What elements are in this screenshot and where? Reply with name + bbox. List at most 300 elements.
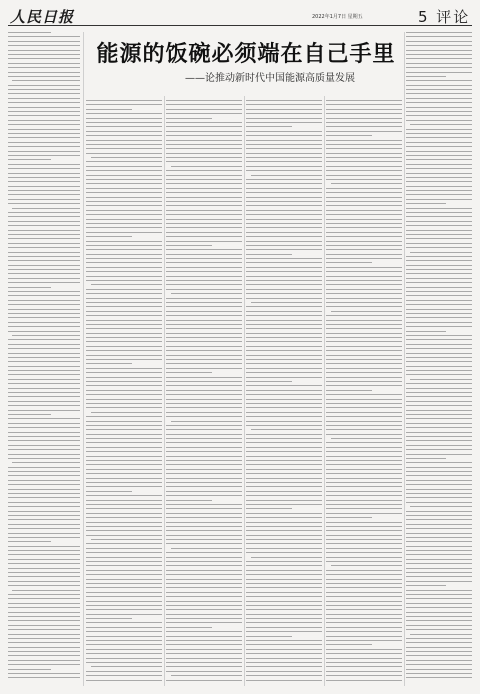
text-line xyxy=(246,447,322,448)
text-line xyxy=(86,579,162,580)
text-line xyxy=(246,306,322,307)
text-line xyxy=(406,190,472,191)
text-line xyxy=(166,333,242,334)
text-line xyxy=(166,565,242,566)
text-line xyxy=(326,381,402,382)
text-line xyxy=(86,469,162,470)
text-line xyxy=(166,232,242,233)
text-line xyxy=(8,458,80,459)
text-line xyxy=(326,434,402,435)
text-line xyxy=(166,583,242,584)
text-line xyxy=(406,260,472,261)
text-line xyxy=(326,561,402,562)
text-line xyxy=(326,166,402,167)
text-line xyxy=(8,655,80,656)
text-line xyxy=(326,197,402,198)
text-line xyxy=(86,201,162,202)
text-line xyxy=(8,607,80,608)
text-line xyxy=(166,614,242,615)
text-line xyxy=(406,300,472,301)
text-line xyxy=(86,565,162,566)
text-line xyxy=(8,225,80,226)
text-line xyxy=(406,458,446,459)
text-line xyxy=(246,609,322,610)
text-line xyxy=(326,513,402,514)
text-line xyxy=(8,581,80,582)
text-line xyxy=(326,341,402,342)
text-line xyxy=(246,548,322,549)
text-line xyxy=(246,144,322,145)
text-line xyxy=(166,324,242,325)
text-line xyxy=(246,526,322,527)
text-line xyxy=(86,390,162,391)
text-line xyxy=(246,372,322,373)
text-line xyxy=(86,153,162,154)
text-line xyxy=(166,320,242,321)
text-line xyxy=(406,309,472,310)
text-line xyxy=(326,504,402,505)
text-line xyxy=(406,89,472,90)
text-line xyxy=(246,223,322,224)
text-line xyxy=(86,131,162,132)
text-line xyxy=(166,543,242,544)
text-line xyxy=(166,381,242,382)
text-line xyxy=(406,462,472,463)
text-line xyxy=(86,320,162,321)
text-line xyxy=(406,480,472,481)
text-line xyxy=(406,467,472,468)
text-line xyxy=(86,183,162,184)
text-line xyxy=(8,304,80,305)
text-line xyxy=(166,390,242,391)
text-line xyxy=(406,120,472,121)
text-line xyxy=(166,175,242,176)
text-line xyxy=(406,335,472,336)
text-line xyxy=(326,399,402,400)
text-line xyxy=(86,118,162,119)
text-line xyxy=(166,368,242,369)
text-line xyxy=(246,482,322,483)
text-line xyxy=(406,612,472,613)
text-line xyxy=(406,41,472,42)
text-line xyxy=(166,210,242,211)
text-line xyxy=(8,471,80,472)
text-line xyxy=(8,361,80,362)
text-line xyxy=(8,533,80,534)
text-line xyxy=(8,216,80,217)
text-line xyxy=(406,660,472,661)
text-line xyxy=(246,153,322,154)
text-line xyxy=(86,508,162,509)
text-line xyxy=(246,140,322,141)
text-line xyxy=(86,631,162,632)
text-line xyxy=(406,282,472,283)
text-line xyxy=(166,636,242,637)
text-line xyxy=(246,438,322,439)
text-line xyxy=(8,370,80,371)
text-line xyxy=(326,622,402,623)
text-line xyxy=(406,98,472,99)
text-line xyxy=(406,339,472,340)
text-line xyxy=(406,405,472,406)
text-line xyxy=(166,372,212,373)
text-line xyxy=(326,522,402,523)
text-line xyxy=(246,148,322,149)
text-line xyxy=(8,396,80,397)
text-line xyxy=(86,601,162,602)
section-label: 5 评论 xyxy=(418,8,471,26)
text-line xyxy=(86,258,162,259)
text-line xyxy=(406,348,472,349)
text-line xyxy=(166,517,242,518)
text-line xyxy=(86,302,162,303)
text-line xyxy=(246,394,322,395)
text-line xyxy=(326,385,402,386)
text-line xyxy=(406,537,472,538)
text-line xyxy=(166,403,242,404)
text-line xyxy=(86,587,162,588)
text-line xyxy=(246,539,322,540)
text-line xyxy=(326,596,402,597)
text-line xyxy=(406,146,472,147)
text-line xyxy=(326,631,402,632)
text-line xyxy=(326,429,402,430)
text-line xyxy=(166,205,242,206)
text-line xyxy=(246,478,322,479)
text-line xyxy=(86,205,162,206)
text-line xyxy=(246,109,322,110)
text-line xyxy=(166,214,242,215)
text-column-5 xyxy=(326,100,402,686)
text-line xyxy=(246,574,322,575)
text-line xyxy=(8,120,80,121)
text-line xyxy=(86,618,132,619)
text-line xyxy=(166,658,242,659)
text-line xyxy=(86,548,162,549)
text-line xyxy=(326,469,402,470)
text-line xyxy=(326,302,402,303)
text-line xyxy=(8,252,80,253)
text-line xyxy=(86,535,162,536)
text-line xyxy=(86,425,162,426)
text-line xyxy=(326,543,402,544)
text-line xyxy=(8,133,80,134)
text-line xyxy=(326,592,402,593)
text-line xyxy=(8,366,80,367)
text-line xyxy=(326,486,402,487)
text-line xyxy=(166,478,242,479)
text-line xyxy=(326,355,402,356)
text-line xyxy=(246,157,322,158)
text-line xyxy=(326,135,372,136)
text-line xyxy=(86,113,162,114)
text-line xyxy=(166,197,242,198)
text-line xyxy=(86,126,162,127)
text-line xyxy=(8,151,80,152)
text-line xyxy=(166,109,242,110)
text-line xyxy=(406,129,472,130)
text-line xyxy=(166,622,242,623)
text-line xyxy=(166,355,242,356)
text-line xyxy=(406,326,472,327)
text-line xyxy=(166,350,242,351)
text-line xyxy=(326,271,402,272)
text-line xyxy=(8,612,80,613)
text-line xyxy=(326,394,402,395)
text-line xyxy=(166,280,242,281)
text-line xyxy=(410,124,472,125)
text-line xyxy=(246,205,322,206)
text-line xyxy=(86,491,132,492)
text-line xyxy=(246,201,322,202)
text-line xyxy=(8,243,80,244)
text-line xyxy=(166,337,242,338)
text-line xyxy=(171,293,242,294)
text-line xyxy=(8,493,80,494)
text-line xyxy=(86,403,162,404)
text-line xyxy=(406,515,472,516)
text-line xyxy=(246,188,322,189)
text-line xyxy=(326,552,402,553)
text-line xyxy=(326,328,402,329)
text-line xyxy=(8,85,80,86)
text-line xyxy=(166,434,242,435)
text-line xyxy=(166,289,242,290)
text-line xyxy=(406,230,472,231)
text-line xyxy=(406,72,472,73)
text-line xyxy=(246,161,322,162)
text-line xyxy=(166,311,242,312)
text-line xyxy=(86,350,162,351)
text-line xyxy=(86,495,162,496)
text-line xyxy=(86,636,162,637)
text-line xyxy=(326,583,402,584)
text-line xyxy=(8,344,80,345)
text-line xyxy=(406,115,472,116)
text-line xyxy=(8,546,80,547)
text-line xyxy=(326,205,402,206)
text-line xyxy=(326,666,402,667)
text-line xyxy=(246,500,322,501)
text-line xyxy=(406,50,472,51)
text-line xyxy=(8,594,80,595)
text-line xyxy=(8,379,80,380)
text-line xyxy=(8,374,80,375)
text-line xyxy=(326,320,402,321)
header-rule xyxy=(8,25,472,26)
text-line xyxy=(166,587,242,588)
text-line xyxy=(8,32,51,33)
text-line xyxy=(326,144,402,145)
text-line xyxy=(246,131,322,132)
text-line xyxy=(246,249,322,250)
text-line xyxy=(86,170,162,171)
text-line xyxy=(406,423,472,424)
text-line xyxy=(406,383,472,384)
text-line xyxy=(246,508,292,509)
text-line xyxy=(86,179,162,180)
text-line xyxy=(86,262,162,263)
text-line xyxy=(8,436,80,437)
text-line xyxy=(326,153,402,154)
text-line xyxy=(166,227,242,228)
text-line xyxy=(91,539,162,540)
text-line xyxy=(8,54,80,55)
text-line xyxy=(406,454,472,455)
text-line xyxy=(326,403,402,404)
text-line xyxy=(326,333,402,334)
text-line xyxy=(406,576,472,577)
text-line xyxy=(166,104,242,105)
text-line xyxy=(8,317,80,318)
text-line xyxy=(86,596,162,597)
text-line xyxy=(86,311,162,312)
text-line xyxy=(406,598,472,599)
text-line xyxy=(166,157,242,158)
text-line xyxy=(8,322,80,323)
text-line xyxy=(406,669,472,670)
text-line xyxy=(8,603,80,604)
text-line xyxy=(8,278,80,279)
text-line xyxy=(246,118,322,119)
text-line xyxy=(166,482,242,483)
text-line xyxy=(166,223,242,224)
text-line xyxy=(8,155,80,156)
text-line xyxy=(326,473,402,474)
text-line xyxy=(166,377,242,378)
text-line xyxy=(86,333,162,334)
text-line xyxy=(8,282,80,283)
text-line xyxy=(326,223,402,224)
text-line xyxy=(406,164,472,165)
text-line xyxy=(326,574,402,575)
text-line xyxy=(326,262,372,263)
text-line xyxy=(166,363,242,364)
text-line xyxy=(86,622,162,623)
text-line xyxy=(406,432,472,433)
text-line xyxy=(8,93,80,94)
text-line xyxy=(246,513,322,514)
text-line xyxy=(166,306,242,307)
text-line xyxy=(166,385,242,386)
text-line xyxy=(86,543,162,544)
text-line xyxy=(406,370,472,371)
text-line xyxy=(86,254,162,255)
text-line xyxy=(166,188,242,189)
text-line xyxy=(251,175,322,176)
text-line xyxy=(326,649,402,650)
text-line xyxy=(166,262,242,263)
text-line xyxy=(251,557,322,558)
text-line xyxy=(8,181,80,182)
text-line xyxy=(246,561,322,562)
text-line xyxy=(8,269,80,270)
text-line xyxy=(406,93,472,94)
text-line xyxy=(8,111,80,112)
text-line xyxy=(326,293,402,294)
text-line xyxy=(406,401,472,402)
text-line xyxy=(246,517,322,518)
text-line xyxy=(406,647,472,648)
text-line xyxy=(86,289,162,290)
text-line xyxy=(86,377,162,378)
text-line xyxy=(406,353,472,354)
text-line xyxy=(86,605,162,606)
text-line xyxy=(326,605,402,606)
text-line xyxy=(166,680,242,681)
text-line xyxy=(86,399,162,400)
text-line xyxy=(406,528,472,529)
text-line xyxy=(8,98,80,99)
text-column-3 xyxy=(166,100,242,686)
text-line xyxy=(86,526,162,527)
text-line xyxy=(86,385,162,386)
text-line xyxy=(86,675,162,676)
text-line xyxy=(166,504,242,505)
text-line xyxy=(86,486,162,487)
text-line xyxy=(246,280,322,281)
text-line xyxy=(8,72,80,73)
text-line xyxy=(166,508,242,509)
text-line xyxy=(86,456,162,457)
text-line xyxy=(246,214,322,215)
text-line xyxy=(246,311,322,312)
text-line xyxy=(86,504,162,505)
text-line xyxy=(8,194,80,195)
text-line xyxy=(246,671,322,672)
text-line xyxy=(406,590,472,591)
text-line xyxy=(246,170,322,171)
text-line xyxy=(12,335,80,336)
text-line xyxy=(406,181,472,182)
text-line xyxy=(8,63,80,64)
text-line xyxy=(8,576,80,577)
text-line xyxy=(406,396,472,397)
text-line xyxy=(8,506,80,507)
column-divider xyxy=(324,96,325,686)
text-line xyxy=(406,54,472,55)
text-line xyxy=(406,32,472,33)
text-line xyxy=(8,616,80,617)
text-line xyxy=(86,236,132,237)
text-line xyxy=(406,186,472,187)
text-line xyxy=(8,401,80,402)
text-line xyxy=(246,126,292,127)
text-line xyxy=(166,135,242,136)
text-line xyxy=(406,322,472,323)
text-line xyxy=(246,104,322,105)
text-line xyxy=(8,502,80,503)
text-line xyxy=(406,203,446,204)
text-line xyxy=(8,265,80,266)
text-line xyxy=(166,346,242,347)
text-line xyxy=(91,284,162,285)
text-line xyxy=(8,392,80,393)
article-headline: 能源的饭碗必须端在自己手里 xyxy=(96,42,396,67)
text-line xyxy=(8,528,80,529)
text-line xyxy=(166,267,242,268)
text-line xyxy=(246,522,322,523)
text-line xyxy=(8,146,80,147)
text-line xyxy=(246,113,322,114)
text-line xyxy=(406,489,472,490)
text-line xyxy=(326,109,402,110)
text-line xyxy=(326,337,402,338)
text-line xyxy=(246,666,322,667)
text-line xyxy=(246,284,322,285)
text-line xyxy=(326,451,402,452)
text-line xyxy=(166,412,242,413)
